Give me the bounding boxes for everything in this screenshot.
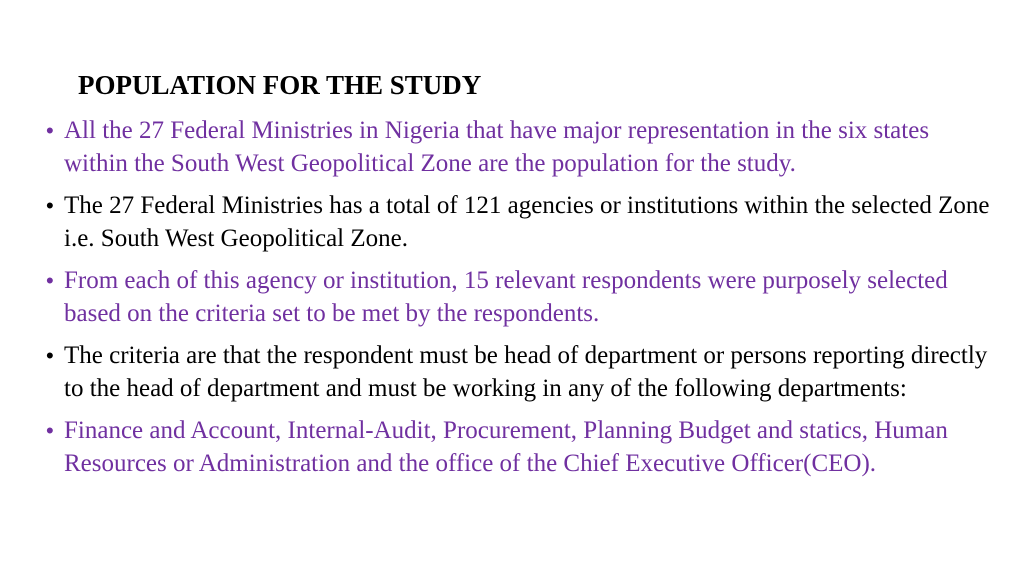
bullet-dot-icon: • [46,118,54,143]
bullet-list [46,115,996,490]
slide-title: POPULATION FOR THE STUDY [78,70,482,100]
bullet-item [46,115,996,180]
bullet-text: From each of this agency or institution, 15 relevant respondents were purposely selected based on the criteria set to be met by the respondents. [64,267,948,327]
bullet-item [46,340,996,405]
bullet-text: The criteria are that the respondent must be head of department or persons reporting directly to the head of department and must be working in any of the following departments: [64,342,988,402]
bullet-text: All the 27 Federal Ministries in Nigeria that have major representation in the six states within the South West Geopolitical Zone are the population for the study. [64,117,930,177]
bullet-text: Finance and Account, Internal-Audit, Procurement, Planning Budget and statics, Human Resources or Administration and the office of the Chief Executive Officer(CEO). [64,417,948,477]
bullet-text: The 27 Federal Ministries has a total of 121 agencies or institutions within the selected Zone i.e. South West Geopolitical Zone. [64,192,990,252]
bullet-item [46,190,996,255]
bullet-dot-icon: • [46,268,54,293]
bullet-item [46,415,996,480]
bullet-dot-icon: • [46,418,54,443]
bullet-dot-icon: • [46,193,54,218]
bullet-item [46,265,996,330]
bullet-dot-icon: • [46,343,54,368]
